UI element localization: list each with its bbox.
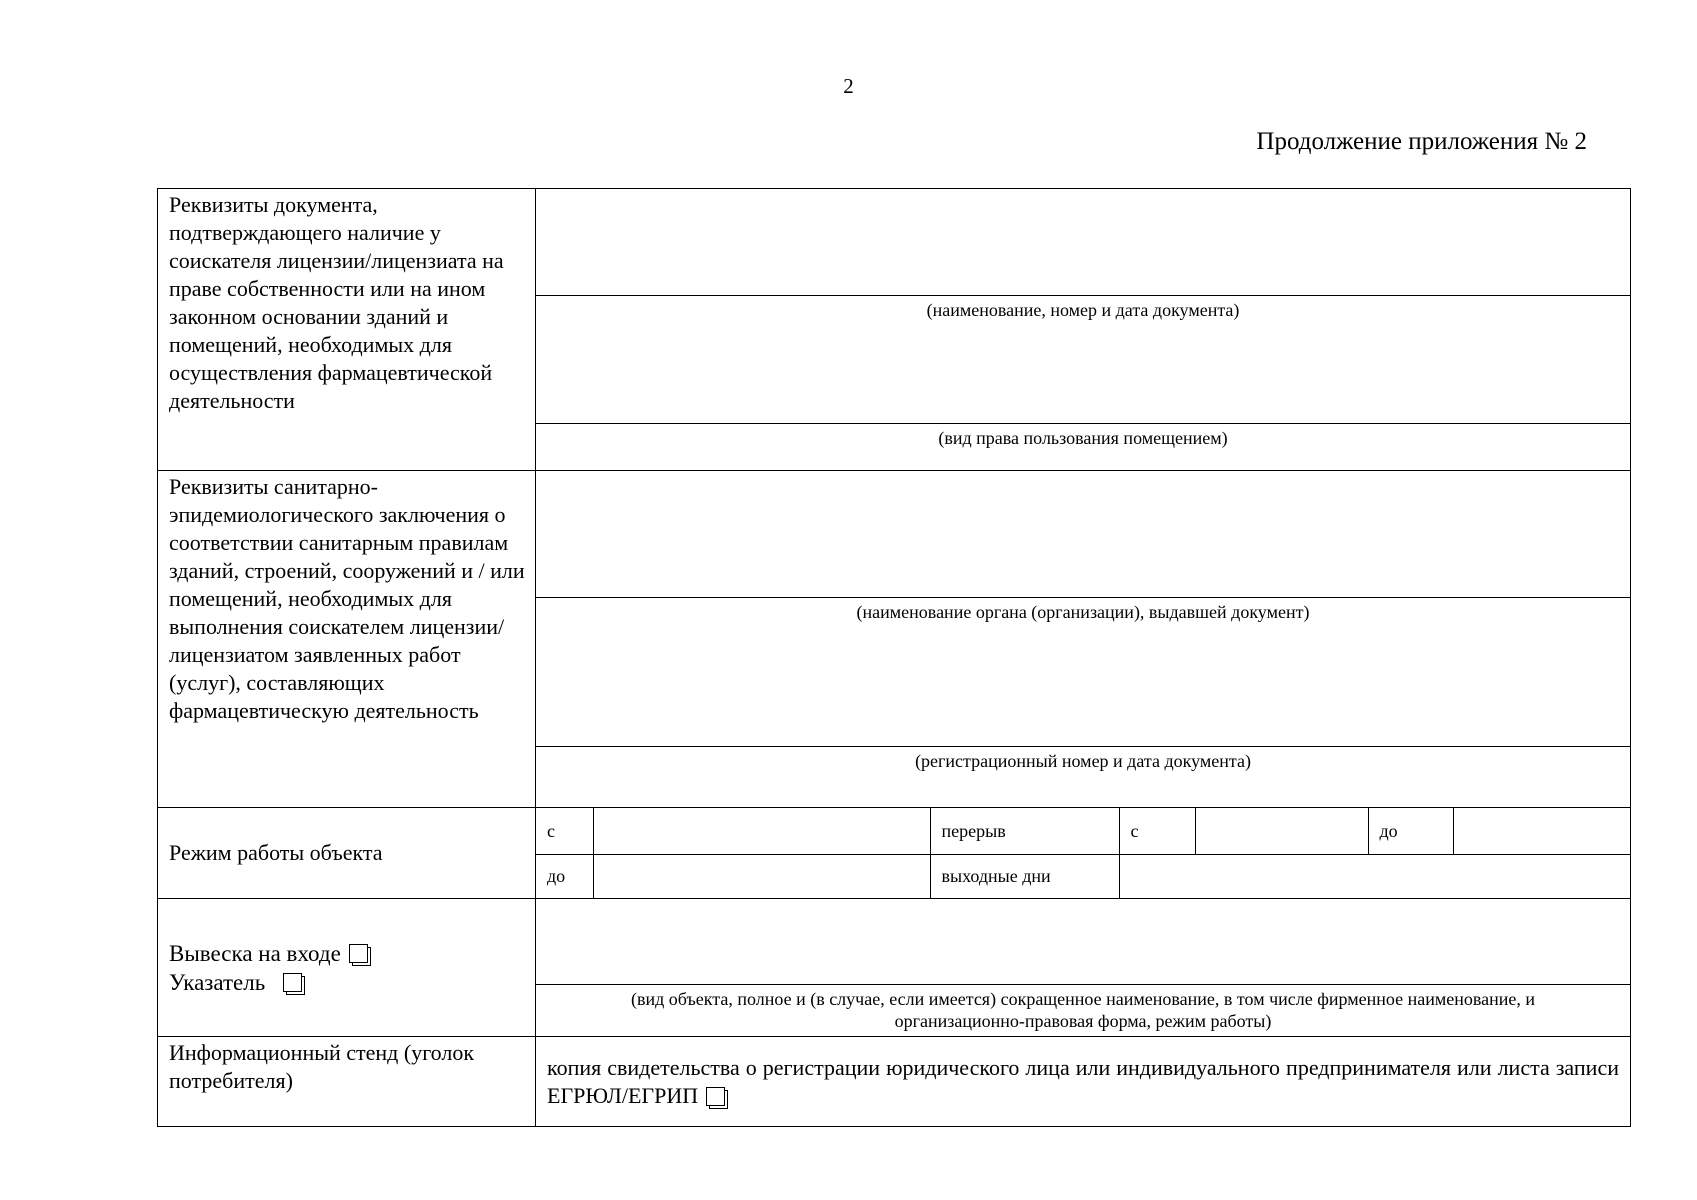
signage-row (158, 899, 1631, 1037)
pointer-label: Указатель (169, 969, 266, 995)
break-from-field[interactable] (1195, 808, 1368, 855)
days-off-label: выходные дни (930, 855, 1119, 899)
checkbox-icon (283, 973, 302, 992)
work-to-field[interactable] (593, 855, 930, 899)
premises-right-type-caption: (вид права пользования помещением) (938, 428, 1228, 448)
pointer-checkbox[interactable] (283, 973, 305, 995)
sanitary-conclusion-row (158, 471, 1631, 808)
checkbox-icon (706, 1087, 725, 1106)
work-days-row (536, 855, 1630, 899)
work-from-field[interactable] (593, 808, 930, 855)
break-from-label: с (1119, 808, 1195, 855)
info-stand-row (158, 1037, 1631, 1127)
premises-right-type-field[interactable] (536, 296, 1630, 424)
application-form-table (157, 188, 1631, 1127)
work-schedule-table (536, 808, 1630, 898)
sanitary-registration-field[interactable] (536, 598, 1630, 747)
info-stand-option (536, 1037, 1630, 1126)
entrance-sign-option (169, 939, 525, 968)
work-schedule-row (158, 808, 1631, 899)
premises-document-field[interactable] (536, 189, 1630, 296)
work-schedule-label: Режим работы объекта (158, 808, 536, 899)
signage-label-cell (158, 899, 536, 1037)
sanitary-registration-caption: (регистрационный номер и дата документа) (915, 751, 1251, 771)
work-to-label: до (536, 855, 593, 899)
signage-description-field[interactable] (536, 899, 1630, 985)
work-hours-row (536, 808, 1630, 855)
break-to-field[interactable] (1453, 808, 1630, 855)
sanitary-issuer-field[interactable] (536, 471, 1630, 598)
info-stand-label: Информационный стенд (уголок потребителя) (158, 1037, 536, 1127)
days-off-field[interactable] (1119, 855, 1630, 899)
entrance-sign-label: Вывеска на входе (169, 940, 341, 966)
break-label: перерыв (930, 808, 1119, 855)
page-number: 2 (843, 74, 854, 98)
info-stand-value (536, 1037, 1631, 1127)
sanitary-conclusion-label: Реквизиты санитарно-эпидемиологического заключения о соответствии санитарным правилам зданий, строений, сооружений и / или помещений, необходимых для выполнения соискателем лицензии/лицензиатом заявленных работ (услуг), составляющих фармацевтическую деятельность (158, 471, 536, 808)
info-stand-checkbox[interactable] (706, 1087, 728, 1109)
sanitary-conclusion-value (536, 471, 1631, 808)
premises-document-caption: (наименование, номер и дата документа) (926, 300, 1240, 320)
signage-value (536, 899, 1631, 1037)
info-stand-text: копия свидетельства о регистрации юридического лица или индивидуального предпринимателя или листа записи ЕГРЮЛ/ЕГРИП (547, 1055, 1619, 1108)
premises-rights-label: Реквизиты документа, подтверждающего наличие у соискателя лицензии/лицензиата на праве собственности или на ином законном основании зданий и помещений, необходимых для осуществления фармацевтической деятельности (158, 189, 536, 471)
work-from-label: с (536, 808, 593, 855)
continuation-title: Продолжение приложения № 2 (1256, 128, 1587, 155)
premises-rights-row (158, 189, 1631, 471)
signage-caption: (вид объекта, полное и (в случае, если имеется) сокращенное наименование, в том числе фирменное наименование, и организационно-правовая форма, режим работы) (630, 989, 1536, 1031)
work-schedule-value (536, 808, 1631, 899)
premises-rights-value (536, 189, 1631, 471)
break-to-label: до (1368, 808, 1453, 855)
sanitary-issuer-caption: (наименование органа (организации), выдавшей документ) (856, 602, 1310, 622)
entrance-sign-checkbox[interactable] (349, 944, 371, 966)
pointer-option (169, 968, 525, 997)
checkbox-icon (349, 944, 368, 963)
